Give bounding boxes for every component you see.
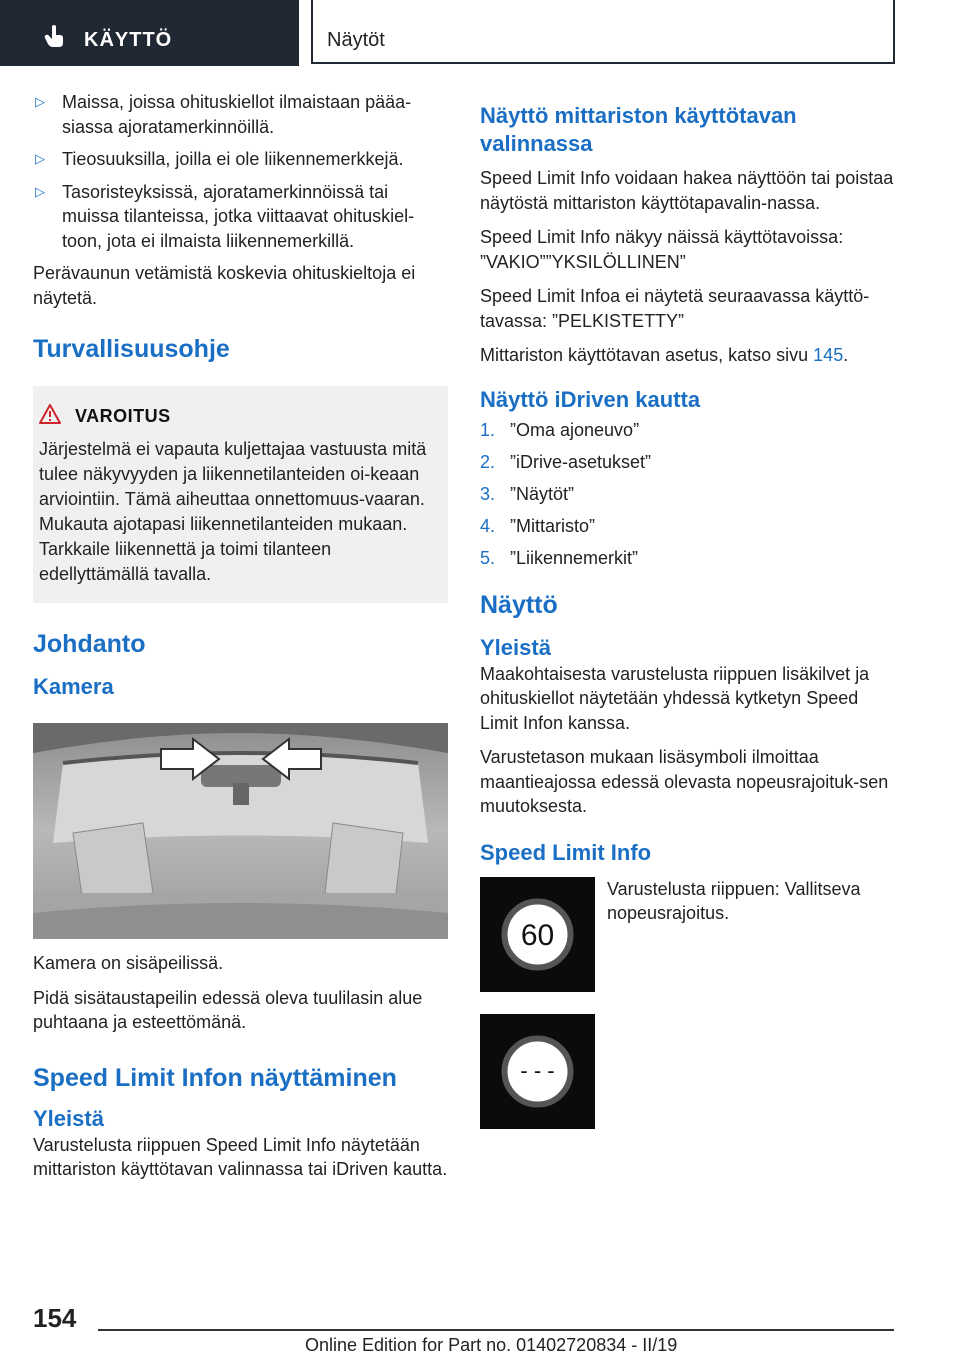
list-item: ▷ Tasoristeyksissä, ajoratamerkinnöissä tai muissa tilanteissa, jotka viittaavat ohituskiel-toon, jota ei ilmaista liikennemerkillä. [35,181,415,251]
page-reference-link[interactable]: 145 [813,345,844,365]
section-tab[interactable] [0,0,299,66]
camera-text-1: Kamera on sisäpeilissä. [33,953,224,973]
left-column [33,90,448,1192]
triangle-bullet-icon: ▷ [35,94,45,109]
list-item: ▷ Maissa, joissa ohituskiellot ilmaistaan pääa-siassa ajoratamerkinnöillä. [35,92,412,137]
warning-text: Järjestelmä ei vapauta kuljettajaa vastuusta mitä tulee näkyvyyden ja liikennetilanteiden oi-keaan arviointiin. Tämä aiheuttaa onnettomuus-vaaran. Mukauta ajotapasi liikennetilanteiden mukaan. Tarkkaile liikennettä ja toimi tilanteen edellyttämällä tavalla. [39,439,427,584]
triangle-bullet-icon: ▷ [35,151,45,166]
list-item: 5. ”Liikennemerkit” [480,547,639,568]
camera-heading: Kamera [33,674,114,699]
right-column [480,102,900,1129]
mode-text-2: Speed Limit Info näkyy näissä käyttötavoissa: ”VAKIO””YKSILÖLLINEN” [480,227,844,272]
mode-heading: Näyttö mittariston käyttötavan valinnassa [480,103,797,156]
general-text-1: Maakohtaisesta varustelusta riippuen lisäkilvet ja ohituskiellot näytetään yhdessä kytketyn Speed Limit Infon kanssa. [480,663,870,733]
speed-limit-row [480,877,900,992]
warning-triangle-icon [39,404,61,429]
idrive-heading: Näyttö iDriven kautta [480,386,701,412]
sign-value-text: 60 [520,918,555,952]
camera-text-2: Pidä sisätaustapeilin edessä oleva tuulilasin alue puhtaana ja esteettömänä. [33,987,423,1032]
list-item: 4. ”Mittaristo” [480,515,595,536]
trailer-note: Perävaunun vetämistä koskevia ohituskieltoja ei näytetä. [33,263,416,308]
edition-text: Online Edition for Part no. 01402720834 - II/19 [305,1335,678,1355]
page-number: 154 [33,1303,77,1333]
list-item: 3. ”Näytöt” [480,483,575,504]
triangle-bullet-icon: ▷ [35,183,45,199]
mode-text-1: Speed Limit Info voidaan hakea näyttöön tai poistaa näytöstä mittariston käyttötapavalin-nassa. [480,168,894,213]
mode-text-4: Mittariston käyttötavan asetus, katso sivu 145. [480,345,849,365]
general-text: Varustelusta riippuen Speed Limit Info näytetään mittariston käyttötavan valinnassa tai iDriven kautta. [33,1134,448,1179]
display-heading: Speed Limit Infon näyttäminen [33,1063,397,1092]
no-limit-sign [480,1014,595,1129]
intro-heading: Johdanto [33,630,146,658]
sli-heading: Speed Limit Info [480,839,652,865]
general-heading: Yleistä [33,1105,104,1131]
idrive-steps [480,418,900,570]
general-heading-right: Yleistä [480,634,551,660]
display-heading-right: Näyttö [480,590,558,619]
section-label: KÄYTTÖ [84,29,173,51]
footer-divider [98,1329,894,1331]
list-item: 1. ”Oma ajoneuvo” [480,419,640,440]
mode-text-3: Speed Limit Infoa ei näytetä seuraavassa käyttö-tavassa: ”PELKISTETTY” [480,286,870,331]
speed-limit-sign-60 [480,877,595,992]
hand-pointer-icon [44,24,66,53]
warning-title: VAROITUS [75,406,171,426]
list-item: ▷ Tieosuuksilla, joilla ei ole liikennemerkkejä. [33,147,448,172]
chapter-label: Näytöt [327,29,385,51]
warning-box [33,386,448,603]
sli-text: Varustelusta riippuen: Vallitseva nopeusrajoitus. [607,878,861,923]
no-limit-text: - - - [520,1057,555,1083]
list-item: 2. ”iDrive-asetukset” [480,451,652,472]
condition-list [33,90,448,253]
chapter-tab[interactable] [311,0,895,64]
safety-heading: Turvallisuusohje [33,335,230,363]
general-text-2: Varustetason mukaan lisäsymboli ilmoittaa maantieajossa edessä olevasta nopeusrajoituk-sen muutoksesta. [480,747,889,816]
camera-photo [33,723,448,939]
